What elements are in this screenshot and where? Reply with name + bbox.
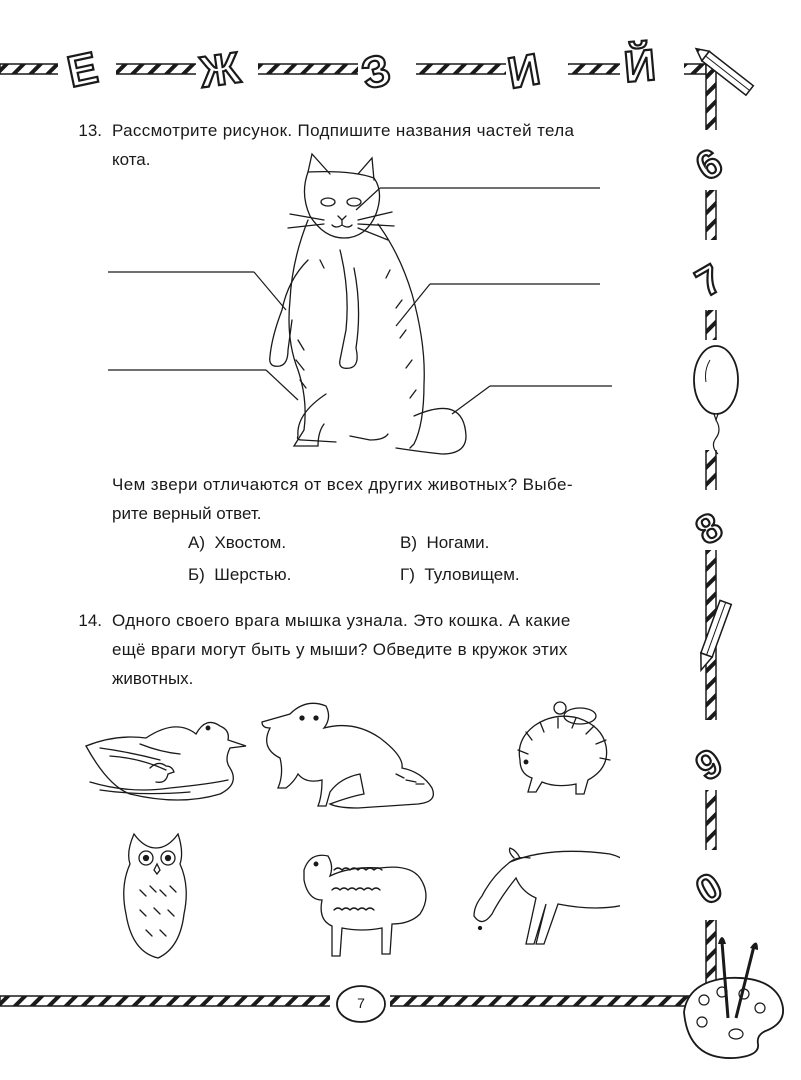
question-13-number: 13.: [78, 121, 102, 140]
digit-6: 6: [688, 140, 730, 190]
option-b-letter: Б): [188, 565, 205, 584]
option-g-text: Туловищем.: [424, 565, 520, 584]
letter-i-short: Й: [621, 40, 658, 93]
question-14-text-line1: Одного своего врага мышка узнала. Это кошка. А какие: [112, 611, 571, 630]
ferret-icon[interactable]: [262, 703, 433, 808]
option-b-text: Шерстью.: [214, 565, 292, 584]
digit-7: 7: [688, 256, 730, 306]
option-v[interactable]: [400, 528, 489, 557]
option-g[interactable]: [400, 560, 520, 589]
option-g-letter: Г): [400, 565, 415, 584]
letter-i: И: [504, 44, 544, 99]
cat-diagram: [100, 150, 640, 470]
subquestion-text-line2: рите верный ответ.: [112, 504, 262, 523]
question-13-text-line2: кота.: [112, 150, 151, 169]
letter-zh: Ж: [196, 43, 243, 98]
digit-0: 0: [688, 864, 730, 914]
subquestion-text-line1: Чем звери отличаются от всех других животных? Выбе-: [112, 475, 573, 494]
palette-icon: [684, 937, 783, 1058]
question-13-text-line1: Рассмотрите рисунок. Подпишите названия частей тела: [112, 121, 575, 140]
digit-9: 9: [688, 740, 730, 790]
option-v-text: Ногами.: [426, 533, 490, 552]
question-14-text-line2: ещё враги могут быть у мыши? Обведите в кружок этих: [112, 640, 568, 659]
letter-z: З: [356, 44, 396, 100]
option-a-text: Хвостом.: [214, 533, 287, 552]
option-v-letter: В): [400, 533, 417, 552]
option-b[interactable]: [188, 560, 291, 589]
letter-e: Е: [63, 43, 103, 98]
label-leader-lines: [108, 188, 612, 414]
sheep-icon[interactable]: [304, 855, 426, 956]
question-14-text-line3: животных.: [112, 669, 194, 688]
owl-icon[interactable]: [124, 834, 187, 958]
duck-icon[interactable]: [86, 722, 246, 800]
option-a[interactable]: [188, 528, 286, 557]
horse-icon[interactable]: [474, 848, 620, 960]
option-a-letter: А): [188, 533, 205, 552]
hedgehog-icon[interactable]: [518, 702, 610, 794]
animals-grid: [80, 690, 620, 970]
digit-8: 8: [688, 504, 730, 554]
page-number: 7: [357, 995, 365, 1011]
question-14-number: 14.: [78, 611, 102, 630]
